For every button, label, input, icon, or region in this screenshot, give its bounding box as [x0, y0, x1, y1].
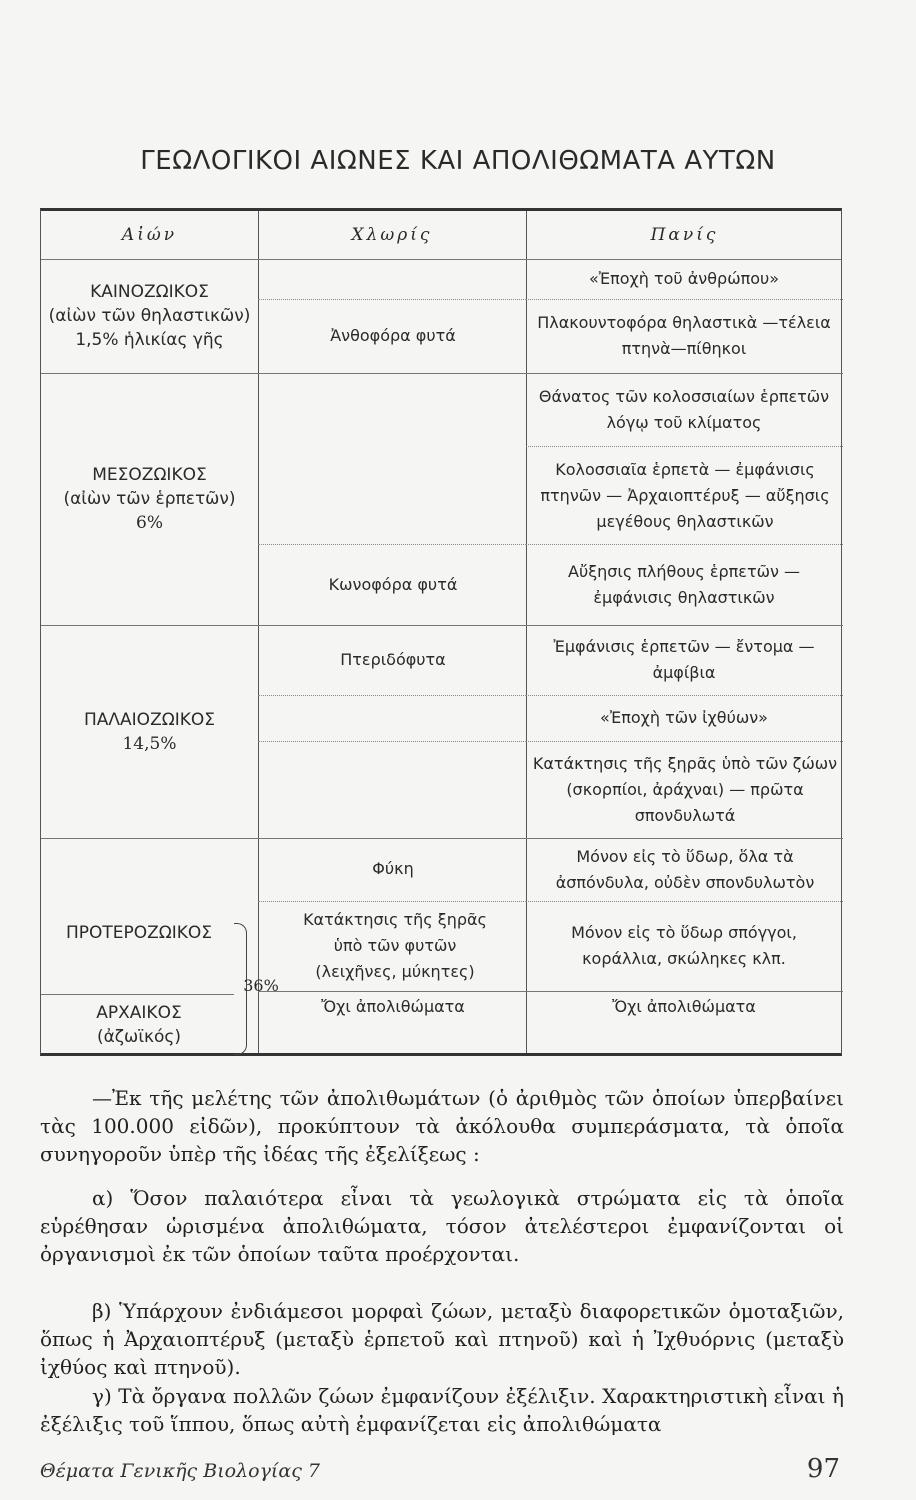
paragraph-intro: —Ἐκ τῆς μελέτης τῶν ἀπολιθωμάτων (ὁ ἀριθμὸς τῶν ὁποίων ὑπερβαίνει τὰς 100.000 εἰδῶν), προκύπτουν τὰ ἀκόλουθα συμπεράσματα, τὰ ὁποῖα συνηγοροῦν ὑπὲρ τῆς ἰδέας τῆς ἐξελίξεως :	[40, 1086, 844, 1166]
fauna-sep-1	[526, 299, 843, 300]
paragraph-c: γ) Τὰ ὄργανα πολλῶν ζώων ἐμφανίζουν ἐξέλιξιν. Χαρακτηριστικὴ εἶναι ἡ ἐξέλιξις τοῦ ἵππου, ὅπως αὐτὴ ἐμφανίζεται εἰς ἀπολιθώματα	[40, 1384, 844, 1436]
fauna-r10: Μόνον εἰς τὸ ὕδωρ σπόγγοι, κοράλλια, σκώληκες κλπ.	[571, 923, 797, 968]
fauna-sep-5	[526, 625, 843, 626]
era-archaikos-desc: (ἀζωϊκός)	[96, 1027, 182, 1047]
fauna-sep-8	[526, 838, 843, 839]
era-sep-2	[41, 625, 258, 626]
era-sep-4	[41, 994, 234, 995]
flora-sep-6	[258, 741, 526, 742]
paragraph-b: β) Ὑπάρχουν ἐνδιάμεσοι μορφαὶ ζώων, μεταξὺ διαφορετικῶν ὁμοταξιῶν, ὅπως ἡ Ἀρχαιοπτέρυξ (μεταξὺ ἑρπετοῦ καὶ πτηνοῦ) καὶ ἡ Ἰχθυόρνις (μεταξὺ ἰχθύος καὶ πτηνοῦ).	[40, 1299, 844, 1379]
flora-konofora: Κωνοφόρα φυτά	[328, 574, 458, 594]
header-panis: Πανίς	[650, 225, 719, 245]
flora-fyki: Φύκη	[372, 859, 414, 878]
flora-sep-1	[258, 299, 526, 300]
flora-katakt: Κατάκτησις τῆς ξηρᾶς ὑπὸ τῶν φυτῶν (λειχῆνες, μύκητες)	[303, 910, 487, 981]
era-kainozoikos	[41, 261, 258, 371]
fauna-r3: Θάνατος τῶν κολοσσιαίων ἑρπετῶν λόγῳ τοῦ κλίματος	[538, 387, 830, 432]
fauna-r5: Αὔξησις πλήθους ἑρπετῶν — ἐμφάνισις θηλαστικῶν	[568, 561, 800, 607]
paragraph-a: α) Ὅσον παλαιότερα εἶναι τὰ γεωλογικὰ στρώματα εἰς τὰ ὁποῖα εὑρέθησαν ὡρισμένα ἀπολιθώματα, τόσον ἀτελέστεροι ἐμφανίζονται οἱ ὀργανισμοὶ ἐκ τῶν ὁποίων ταῦτα προέρχονται.	[40, 1186, 844, 1266]
era-mesozoikos-desc: (αἰὼν τῶν ἑρπετῶν)	[63, 489, 236, 509]
fauna-sep-2	[526, 373, 843, 374]
era-kainozoikos-name: ΚΑΙΝΟΖΩΙΚΟΣ	[90, 282, 209, 302]
flora-ochi: Ὄχι ἀπολιθώματα	[321, 997, 465, 1016]
fauna-r1: «Ἐποχὴ τοῦ ἀνθρώπου»	[588, 269, 780, 288]
era-archaikos-name: ΑΡΧΑΙΚΟΣ	[96, 1003, 182, 1023]
fauna-r9: Μόνον εἰς τὸ ὕδωρ, ὅλα τὰ ἀσπόνδυλα, οὐδὲν σπονδυλωτὸν	[555, 847, 815, 892]
era-kainozoikos-pct: 1,5% ἡλικίας γῆς	[75, 330, 224, 350]
era-sep-3	[41, 838, 258, 839]
fauna-sep-6	[526, 695, 843, 696]
era-mesozoikos	[41, 375, 258, 623]
era-mesozoikos-name: ΜΕΣΟΖΩΙΚΟΣ	[92, 465, 207, 485]
fauna-r7: «Ἐποχὴ τῶν ἰχθύων»	[600, 708, 768, 727]
era-kainozoikos-desc: (αἰὼν τῶν θηλαστικῶν)	[48, 306, 251, 326]
fauna-r11: Ὄχι ἀπολιθώματα	[612, 997, 756, 1016]
col-divider-1	[258, 211, 259, 1053]
flora-pteridofyta: Πτεριδόφυτα	[340, 650, 446, 669]
header-aion: Αἰών	[121, 225, 178, 245]
geological-eras-table	[40, 208, 842, 1056]
page-number: 97	[806, 1454, 840, 1484]
header-rule	[41, 259, 841, 260]
page-title: ΓΕΩΛΟΓΙΚΟΙ ΑΙΩΝΕΣ ΚΑΙ ΑΠΟΛΙΘΩΜΑΤΑ ΑΥΤΩΝ	[140, 146, 776, 176]
era-palaiozoikos-pct: 14,5%	[122, 734, 177, 754]
era-sep-1	[41, 373, 258, 374]
era-palaiozoikos	[41, 627, 258, 837]
flora-sep-9	[258, 991, 526, 992]
flora-sep-8	[258, 901, 526, 902]
fauna-sep-4	[526, 544, 843, 545]
era-palaiozoikos-name: ΠΑΛΑΙΟΖΩΙΚΟΣ	[84, 710, 215, 730]
era-archaikos	[41, 996, 237, 1054]
fauna-sep-3	[526, 446, 843, 447]
fauna-r8: Κατάκτησις τῆς ξηρᾶς ὑπὸ τῶν ζώων (σκορπίοι, ἀράχναι) — πρῶτα σπονδυλωτά	[532, 754, 838, 825]
flora-sep-5	[258, 695, 526, 696]
fauna-r4: Κολοσσιαῖα ἑρπετὰ — ἐμφάνισις πτηνῶν — Ἀρχαιοπτέρυξ — αὔξησις μεγέθους θηλαστικῶν	[540, 459, 830, 531]
fauna-r2: Πλακουντοφόρα θηλαστικὰ —τέλεια πτηνὰ—πίθηκοι	[537, 313, 831, 358]
fauna-r6: Ἐμφάνισις ἑρπετῶν — ἔντομα — ἀμφίβια	[553, 637, 815, 682]
book-title-footer: Θέματα Γενικῆς Βιολογίας 7	[40, 1460, 320, 1482]
col-divider-2	[526, 211, 527, 1053]
flora-sep-2	[258, 373, 526, 374]
fauna-sep-7	[526, 741, 843, 742]
fauna-sep-10	[526, 991, 843, 992]
header-chloris: Χλωρίς	[351, 225, 433, 245]
flora-sep-4	[258, 625, 526, 626]
era-mesozoikos-pct: 6%	[136, 513, 163, 533]
era-proterozoikos: ΠΡΟΤΕΡΟΖΩΙΚΟΣ	[65, 923, 213, 943]
flora-anthofora: Ἀνθοφόρα φυτά	[330, 326, 456, 345]
era-shared-pct: 36%	[243, 976, 279, 995]
flora-sep-3	[258, 544, 526, 545]
fauna-sep-9	[526, 901, 843, 902]
